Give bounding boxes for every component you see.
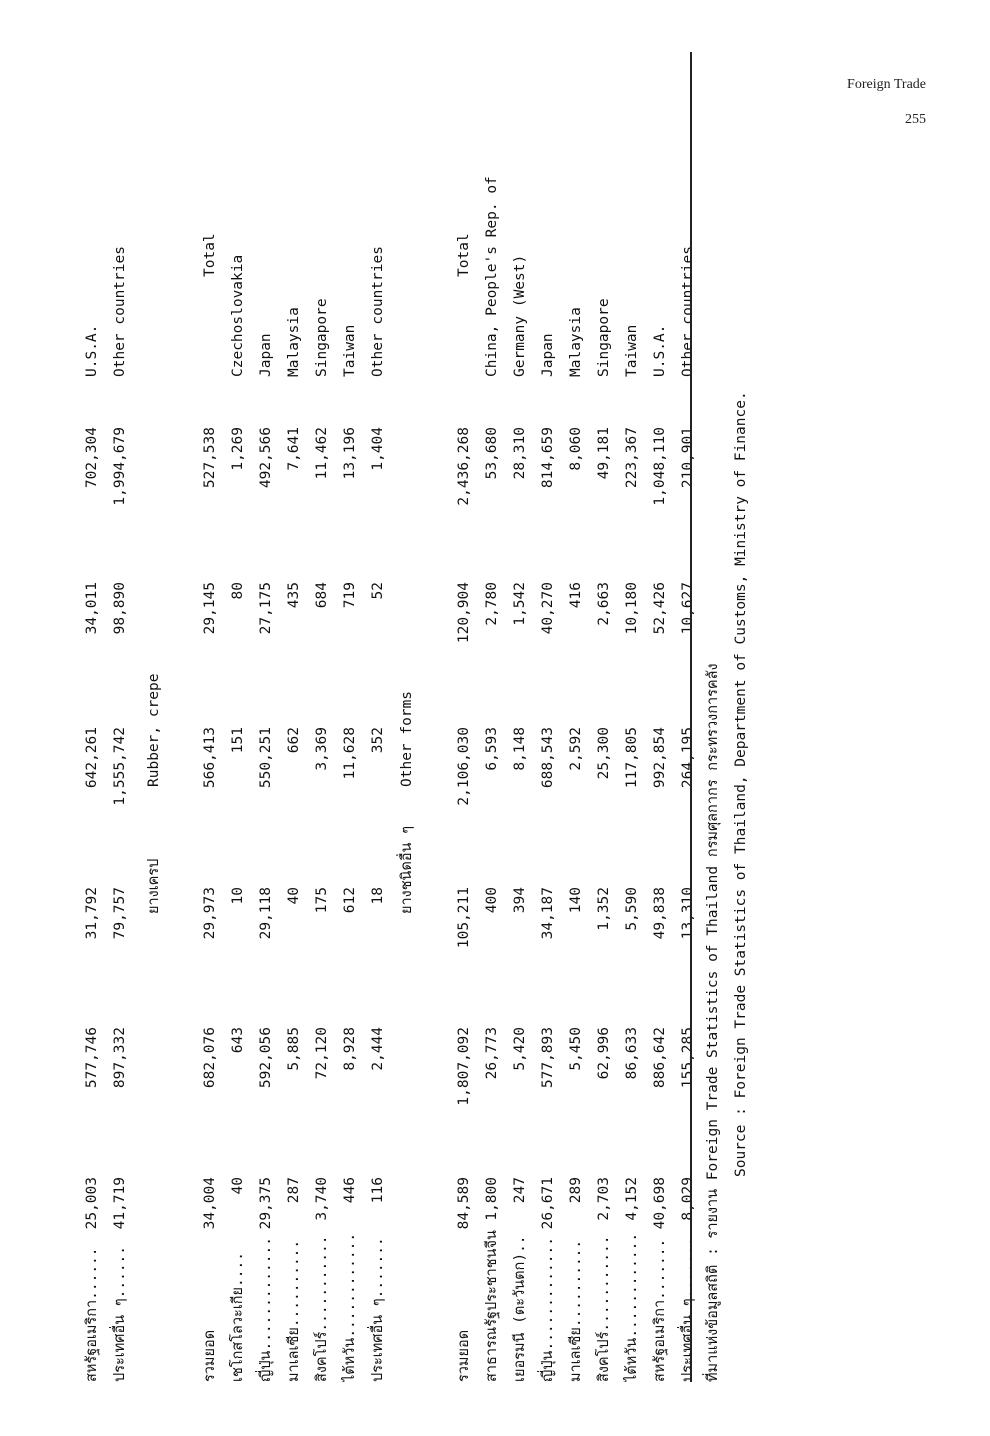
row-label-english: Total — [202, 233, 218, 277]
value-cell: 31,792 — [84, 887, 100, 940]
value-cell: 34,004 — [202, 1177, 218, 1230]
value-cell: 28,310 — [512, 427, 528, 480]
table-row — [534, 52, 562, 1382]
value-cell: 25,003 — [84, 1177, 100, 1230]
row-label-thai: ญี่ปุ่น............. — [258, 1237, 274, 1382]
row-label-english: Other countries — [112, 246, 128, 377]
row-label-thai: รวมยอด — [202, 1329, 218, 1382]
value-cell: 527,538 — [202, 427, 218, 489]
value-cell: 10,627 — [680, 582, 696, 635]
value-cell: 117,805 — [624, 727, 640, 789]
value-cell: 7,641 — [286, 427, 302, 471]
row-label-thai: เยอรมนี (ตะวันตก).. — [512, 1235, 528, 1382]
section-title-english: Rubber, crepe — [146, 673, 162, 787]
section-title-thai: ยางชนิดอื่น ๆ — [399, 825, 415, 914]
value-cell: 394 — [512, 887, 528, 914]
value-cell: 34,011 — [84, 582, 100, 635]
value-cell: 40,698 — [652, 1177, 668, 1230]
running-header-title: Foreign Trade — [847, 77, 926, 92]
value-cell: 40,270 — [540, 582, 556, 635]
value-cell: 592,056 — [258, 1027, 274, 1089]
value-cell: 29,375 — [258, 1177, 274, 1230]
value-cell: 2,436,268 — [456, 427, 472, 506]
value-cell: 223,367 — [624, 427, 640, 489]
value-cell: 416 — [568, 582, 584, 609]
row-label-english: Total — [456, 233, 472, 277]
row-label-english: Malaysia — [568, 307, 584, 377]
value-cell: 2,444 — [370, 1027, 386, 1071]
table-bottom-rule — [690, 52, 692, 1382]
row-label-english: China, People's Rep. of — [484, 176, 500, 377]
value-cell: 10 — [230, 887, 246, 905]
row-label-thai: สาธารณรัฐประชาชนจีน — [484, 1230, 500, 1382]
row-label-thai: ญี่ปุ่น............. — [540, 1237, 556, 1382]
value-cell: 5,420 — [512, 1027, 528, 1071]
value-cell: 289 — [568, 1177, 584, 1204]
value-cell: 247 — [512, 1177, 528, 1204]
value-cell: 140 — [568, 887, 584, 914]
value-cell: 2,663 — [596, 582, 612, 626]
value-cell: 1,404 — [370, 427, 386, 471]
row-label-english: U.S.A. — [652, 324, 668, 377]
value-cell: 435 — [286, 582, 302, 609]
value-cell: 25,300 — [596, 727, 612, 780]
value-cell: 662 — [286, 727, 302, 754]
value-cell: 886,642 — [652, 1027, 668, 1089]
value-cell: 62,996 — [596, 1027, 612, 1080]
table-row — [252, 52, 280, 1382]
value-cell: 577,746 — [84, 1027, 100, 1089]
value-cell: 612 — [342, 887, 358, 914]
value-cell: 29,973 — [202, 887, 218, 940]
value-cell: 8,029 — [680, 1177, 696, 1221]
value-cell: 34,187 — [540, 887, 556, 940]
value-cell: 682,076 — [202, 1027, 218, 1089]
value-cell: 5,450 — [568, 1027, 584, 1071]
table-row — [106, 52, 134, 1382]
table-row — [308, 52, 336, 1382]
table-row — [478, 52, 506, 1382]
value-cell: 814,659 — [540, 427, 556, 489]
row-label-english: Japan — [258, 333, 274, 377]
value-cell: 5,885 — [286, 1027, 302, 1071]
value-cell: 175 — [314, 887, 330, 914]
row-label-thai: ประเทศอื่น ๆ....... — [680, 1237, 696, 1382]
value-cell: 41,719 — [112, 1177, 128, 1230]
row-label-english: Taiwan — [342, 324, 358, 377]
value-cell: 105,211 — [456, 887, 472, 949]
value-cell: 8,148 — [512, 727, 528, 771]
value-cell: 688,543 — [540, 727, 556, 789]
row-label-thai: สหรัฐอเมริกา....... — [652, 1238, 668, 1382]
table-row — [336, 52, 364, 1382]
value-cell: 702,304 — [84, 427, 100, 489]
value-cell: 1,352 — [596, 887, 612, 931]
table-row — [280, 52, 308, 1382]
value-cell: 446 — [342, 1177, 358, 1204]
value-cell: 287 — [286, 1177, 302, 1204]
value-cell: 84,589 — [456, 1177, 472, 1230]
row-label-thai: สิงคโปร์........... — [596, 1235, 612, 1382]
value-cell: 642,261 — [84, 727, 100, 789]
row-label-english: Other countries — [680, 246, 696, 377]
value-cell: 27,175 — [258, 582, 274, 635]
value-cell: 155,285 — [680, 1027, 696, 1089]
value-cell: 53,680 — [484, 427, 500, 480]
table-row — [196, 52, 224, 1382]
table-row — [674, 52, 702, 1382]
value-cell: 26,773 — [484, 1027, 500, 1080]
value-cell: 1,994,679 — [112, 427, 128, 506]
value-cell: 492,566 — [258, 427, 274, 489]
table-row — [618, 52, 646, 1382]
value-cell: 26,671 — [540, 1177, 556, 1230]
value-cell: 13,196 — [342, 427, 358, 480]
table-row — [590, 52, 618, 1382]
source-note-thai: ที่มาแห่งข้อมูลสถิติ : รายงาน Foreign Trade Statistics of Thailand กรมศุลกากร กระทรวงการคลัง — [705, 663, 721, 1382]
value-cell: 10,180 — [624, 582, 640, 635]
value-cell: 151 — [230, 727, 246, 754]
value-cell: 1,048,110 — [652, 427, 668, 506]
row-label-thai: ประเทศอื่น ๆ...... — [112, 1245, 128, 1382]
value-cell: 40 — [286, 887, 302, 905]
value-cell: 2,106,030 — [456, 727, 472, 806]
table-row — [562, 52, 590, 1382]
value-cell: 210,901 — [680, 427, 696, 489]
value-cell: 3,369 — [314, 727, 330, 771]
value-cell: 992,854 — [652, 727, 668, 789]
value-cell: 352 — [370, 727, 386, 754]
row-label-english: Singapore — [314, 298, 330, 377]
value-cell: 264,195 — [680, 727, 696, 789]
row-label-thai: มาเลเซีย.......... — [568, 1239, 584, 1382]
row-label-english: Taiwan — [624, 324, 640, 377]
row-label-thai: สิงคโปร์........... — [314, 1235, 330, 1382]
value-cell: 2,703 — [596, 1177, 612, 1221]
value-cell: 79,757 — [112, 887, 128, 940]
value-cell: 80 — [230, 582, 246, 600]
value-cell: 116 — [370, 1177, 386, 1204]
row-label-thai: มาเลเซีย.......... — [286, 1239, 302, 1382]
source-note-english: Source : Foreign Trade Statistics of Thailand, Department of Customs, Ministry of Finance. — [733, 391, 749, 1177]
table-row — [364, 52, 392, 1382]
value-cell: 11,628 — [342, 727, 358, 780]
table-row — [78, 52, 106, 1382]
value-cell: 6,593 — [484, 727, 500, 771]
value-cell: 8,060 — [568, 427, 584, 471]
value-cell: 643 — [230, 1027, 246, 1054]
table-row — [224, 52, 252, 1382]
row-label-thai: เชโกสโลวะเกีย.... — [230, 1252, 246, 1382]
row-label-thai: ไต้หวัน............ — [624, 1232, 640, 1382]
value-cell: 1,269 — [230, 427, 246, 471]
value-cell: 13,310 — [680, 887, 696, 940]
value-cell: 400 — [484, 887, 500, 914]
value-cell: 550,251 — [258, 727, 274, 789]
row-label-thai: ประเทศอื่น ๆ....... — [370, 1237, 386, 1382]
value-cell: 1,555,742 — [112, 727, 128, 806]
table-row — [506, 52, 534, 1382]
value-cell: 8,928 — [342, 1027, 358, 1071]
section-title-english: Other forms — [399, 690, 415, 787]
row-label-english: U.S.A. — [84, 324, 100, 377]
value-cell: 1,807,092 — [456, 1027, 472, 1106]
row-label-english: Singapore — [596, 298, 612, 377]
value-cell: 719 — [342, 582, 358, 609]
section-title-thai: ยางเครป — [146, 858, 162, 914]
value-cell: 684 — [314, 582, 330, 609]
row-label-thai: สหรัฐอเมริกา...... — [84, 1247, 100, 1382]
value-cell: 897,332 — [112, 1027, 128, 1089]
value-cell: 18 — [370, 887, 386, 905]
value-cell: 29,118 — [258, 887, 274, 940]
value-cell: 577,893 — [540, 1027, 556, 1089]
value-cell: 40 — [230, 1177, 246, 1195]
value-cell: 49,838 — [652, 887, 668, 940]
value-cell: 4,152 — [624, 1177, 640, 1221]
row-label-english: Other countries — [370, 246, 386, 377]
row-label-thai: รวมยอด — [456, 1329, 472, 1382]
value-cell: 3,740 — [314, 1177, 330, 1221]
row-label-english: Japan — [540, 333, 556, 377]
value-cell: 566,413 — [202, 727, 218, 789]
value-cell: 5,590 — [624, 887, 640, 931]
value-cell: 11,462 — [314, 427, 330, 480]
value-cell: 2,780 — [484, 582, 500, 626]
value-cell: 52 — [370, 582, 386, 600]
row-label-english: Czechoslovakia — [230, 254, 246, 377]
table-row — [646, 52, 674, 1382]
row-label-english: Germany (West) — [512, 254, 528, 377]
value-cell: 1,542 — [512, 582, 528, 626]
value-cell: 1,800 — [484, 1177, 500, 1221]
value-cell: 2,592 — [568, 727, 584, 771]
value-cell: 49,181 — [596, 427, 612, 480]
value-cell: 98,890 — [112, 582, 128, 635]
table-row — [450, 52, 478, 1382]
page-number: 255 — [905, 112, 926, 127]
value-cell: 86,633 — [624, 1027, 640, 1080]
row-label-thai: ไต้หวัน............ — [342, 1232, 358, 1382]
value-cell: 72,120 — [314, 1027, 330, 1080]
value-cell: 29,145 — [202, 582, 218, 635]
value-cell: 120,904 — [456, 582, 472, 644]
rotated-table-page — [60, 52, 760, 1382]
value-cell: 52,426 — [652, 582, 668, 635]
row-label-english: Malaysia — [286, 307, 302, 377]
